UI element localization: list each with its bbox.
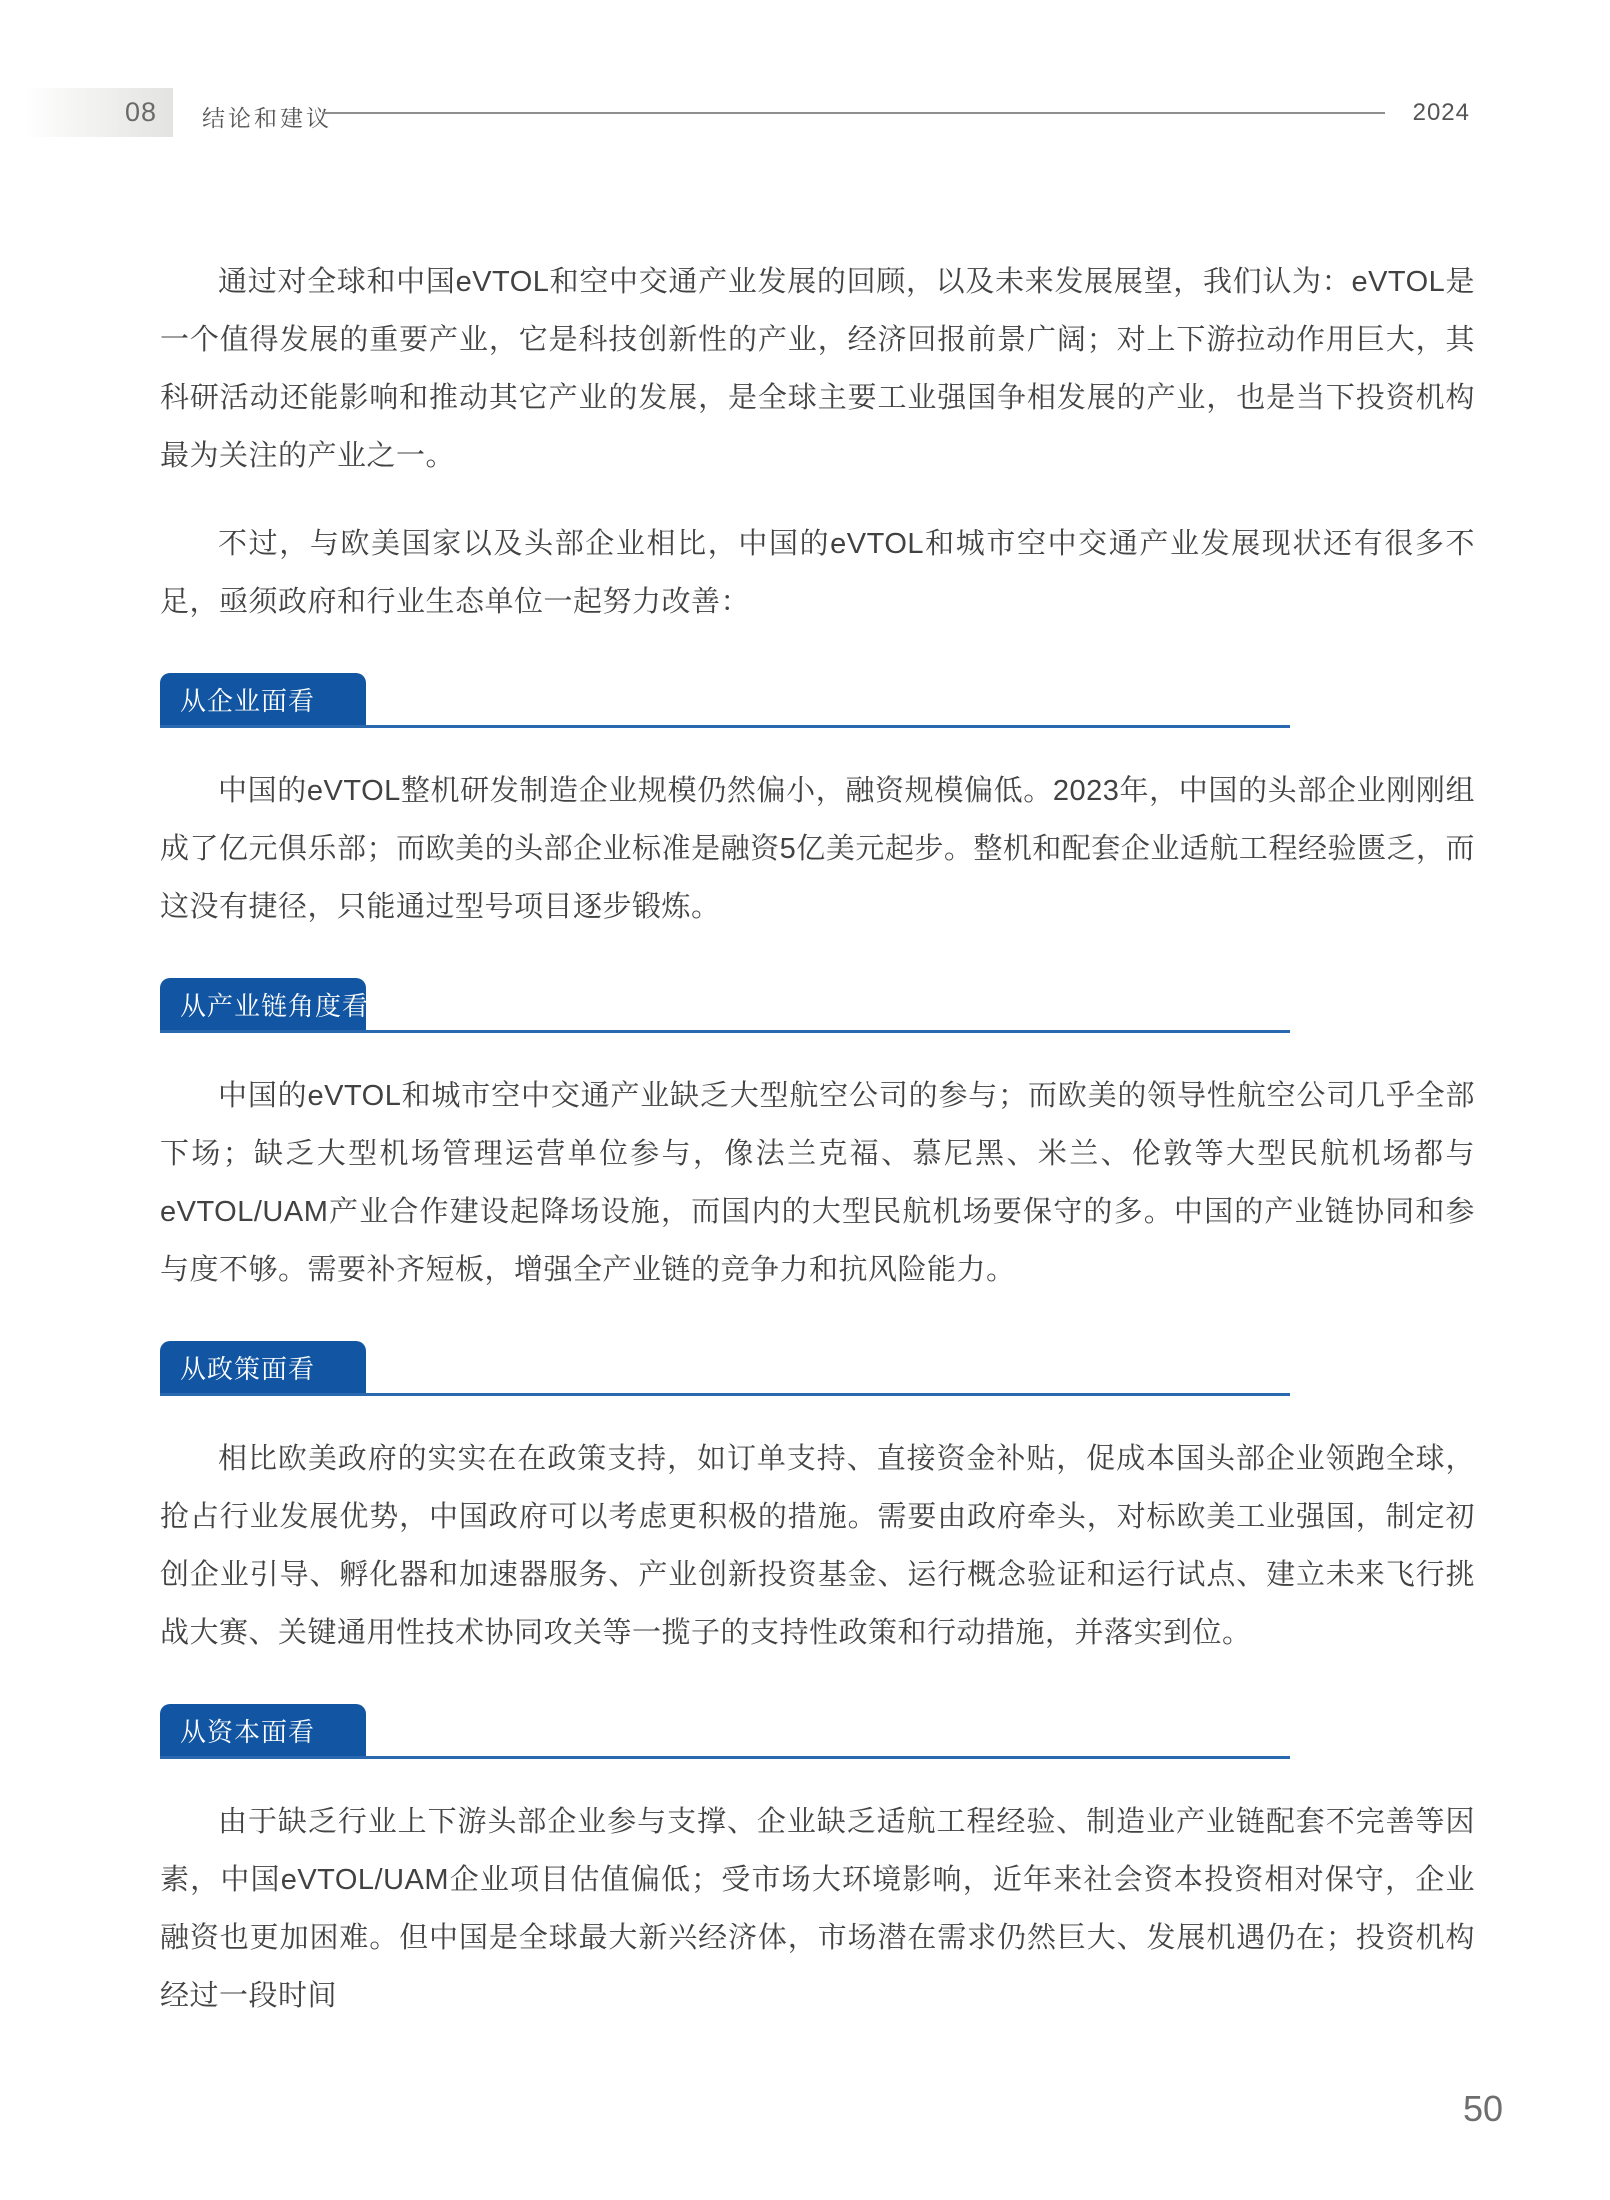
section-heading-policy: 从政策面看 [180, 1353, 316, 1384]
section-header-industry-chain [160, 978, 1290, 1033]
intro-paragraph-2: 不过，与欧美国家以及头部企业相比，中国的eVTOL和城市空中交通产业发展现状还有很多不足，亟须政府和行业生态单位一起努力改善： [160, 528, 1475, 618]
section-tab-industry-chain [160, 978, 370, 1030]
section-tab-enterprise [160, 673, 366, 725]
section-heading-capital: 从资本面看 [180, 1716, 316, 1747]
section-body-policy: 相比欧美政府的实实在在政策支持，如订单支持、直接资金补贴，促成本国头部企业领跑全球，抢占行业发展优势，中国政府可以考虑更积极的措施。需要由政府牵头，对标欧美工业强国，制定初创企业引导、孵化器和加速器服务、产业创新投资基金、运行概念验证和运行试点、建立未来飞行挑战大赛、关键通用性技术协同攻关等一揽子的支持性政策和行动措施，并落实到位。 [160, 1443, 1475, 1649]
header-year: 2024 [1412, 99, 1470, 126]
section-heading-industry-chain: 从产业链角度看 [180, 990, 370, 1021]
chapter-number: 08 [124, 97, 157, 127]
section-tab-policy [160, 1341, 366, 1393]
section-header-enterprise [160, 673, 1290, 728]
section-body-enterprise: 中国的eVTOL整机研发制造企业规模仍然偏小，融资规模偏低。2023年，中国的头部企业刚刚组成了亿元俱乐部；而欧美的头部企业标准是融资5亿美元起步。整机和配套企业适航工程经验匮乏，而这没有捷径，只能通过型号项目逐步锻炼。 [160, 775, 1475, 923]
section-body-industry-chain: 中国的eVTOL和城市空中交通产业缺乏大型航空公司的参与；而欧美的领导性航空公司几乎全部下场；缺乏大型机场管理运营单位参与，像法兰克福、慕尼黑、米兰、伦敦等大型民航机场都与eVTOL/UAM产业合作建设起降场设施，而国内的大型民航机场要保守的多。中国的产业链协同和参与度不够。需要补齐短板，增强全产业链的竞争力和抗风险能力。 [160, 1080, 1475, 1286]
chapter-number-block [28, 88, 173, 137]
header-divider-line [322, 112, 1385, 114]
body-column [160, 253, 1475, 2025]
section-tab-capital [160, 1704, 366, 1756]
page-header [0, 0, 1610, 137]
section-header-policy [160, 1341, 1290, 1396]
section-heading-enterprise: 从企业面看 [180, 685, 316, 716]
section-body-capital: 由于缺乏行业上下游头部企业参与支撑、企业缺乏适航工程经验、制造业产业链配套不完善等因素，中国eVTOL/UAM企业项目估值偏低；受市场大环境影响，近年来社会资本投资相对保守，企业融资也更加困难。但中国是全球最大新兴经济体，市场潜在需求仍然巨大、发展机遇仍在；投资机构经过一段时间 [160, 1806, 1475, 2012]
section-header-capital [160, 1704, 1290, 1759]
page-number: 50 [1462, 2088, 1503, 2129]
intro-paragraph-1: 通过对全球和中国eVTOL和空中交通产业发展的回顾，以及未来发展展望，我们认为：eVTOL是一个值得发展的重要产业，它是科技创新性的产业，经济回报前景广阔；对上下游拉动作用巨大，其科研活动还能影响和推动其它产业的发展，是全球主要工业强国争相发展的产业，也是当下投资机构最为关注的产业之一。 [160, 266, 1475, 472]
chapter-title: 结论和建议 [202, 105, 332, 131]
